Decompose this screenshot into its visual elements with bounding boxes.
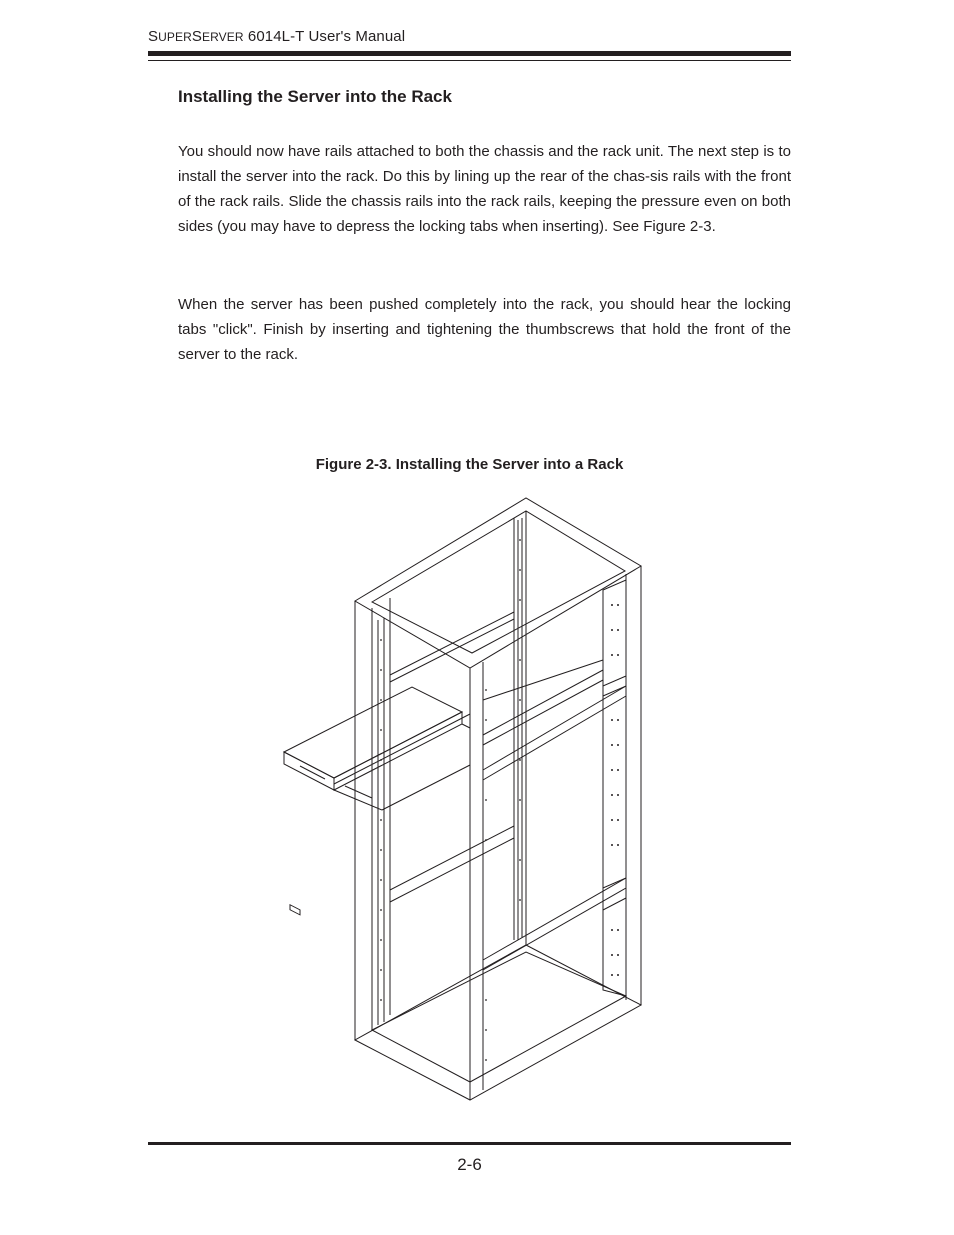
body-paragraph-2: When the server has been pushed completely into the rack, you should hear the locking tabs "click". Finish by inserting and tightening the thumbscrews that hold the front of the server to the rack. — [178, 296, 791, 363]
header-title-cap1: S — [148, 28, 159, 45]
running-header — [148, 28, 405, 45]
header-rule-thick — [148, 51, 791, 56]
section-title: Installing the Server into the Rack — [178, 87, 452, 106]
header-title-rest: 6014L-T User's Manual — [243, 28, 406, 45]
footer-rule — [148, 1142, 791, 1145]
page-number: 2-6 — [457, 1155, 482, 1174]
body-paragraph-1: You should now have rails attached to both the chassis and the rack unit. The next step is to install the server into the rack. Do this by lining up the rear of the chas-sis rails with the front of the rack rails. Slide the chassis rails into the rack rails, keeping the pressure even on both sides (you may have to depress the locking tabs when inserting). See Figure 2-3. — [178, 143, 791, 235]
header-title-small2: ERVER — [201, 30, 244, 44]
figure-caption: Figure 2-3. Installing the Server into a Rack — [315, 456, 624, 473]
header-rule-thin — [148, 60, 791, 61]
header-title-small1: UPER — [158, 30, 192, 44]
server-rack-illustration — [270, 490, 660, 1110]
header-title-cap2: S — [191, 28, 202, 45]
